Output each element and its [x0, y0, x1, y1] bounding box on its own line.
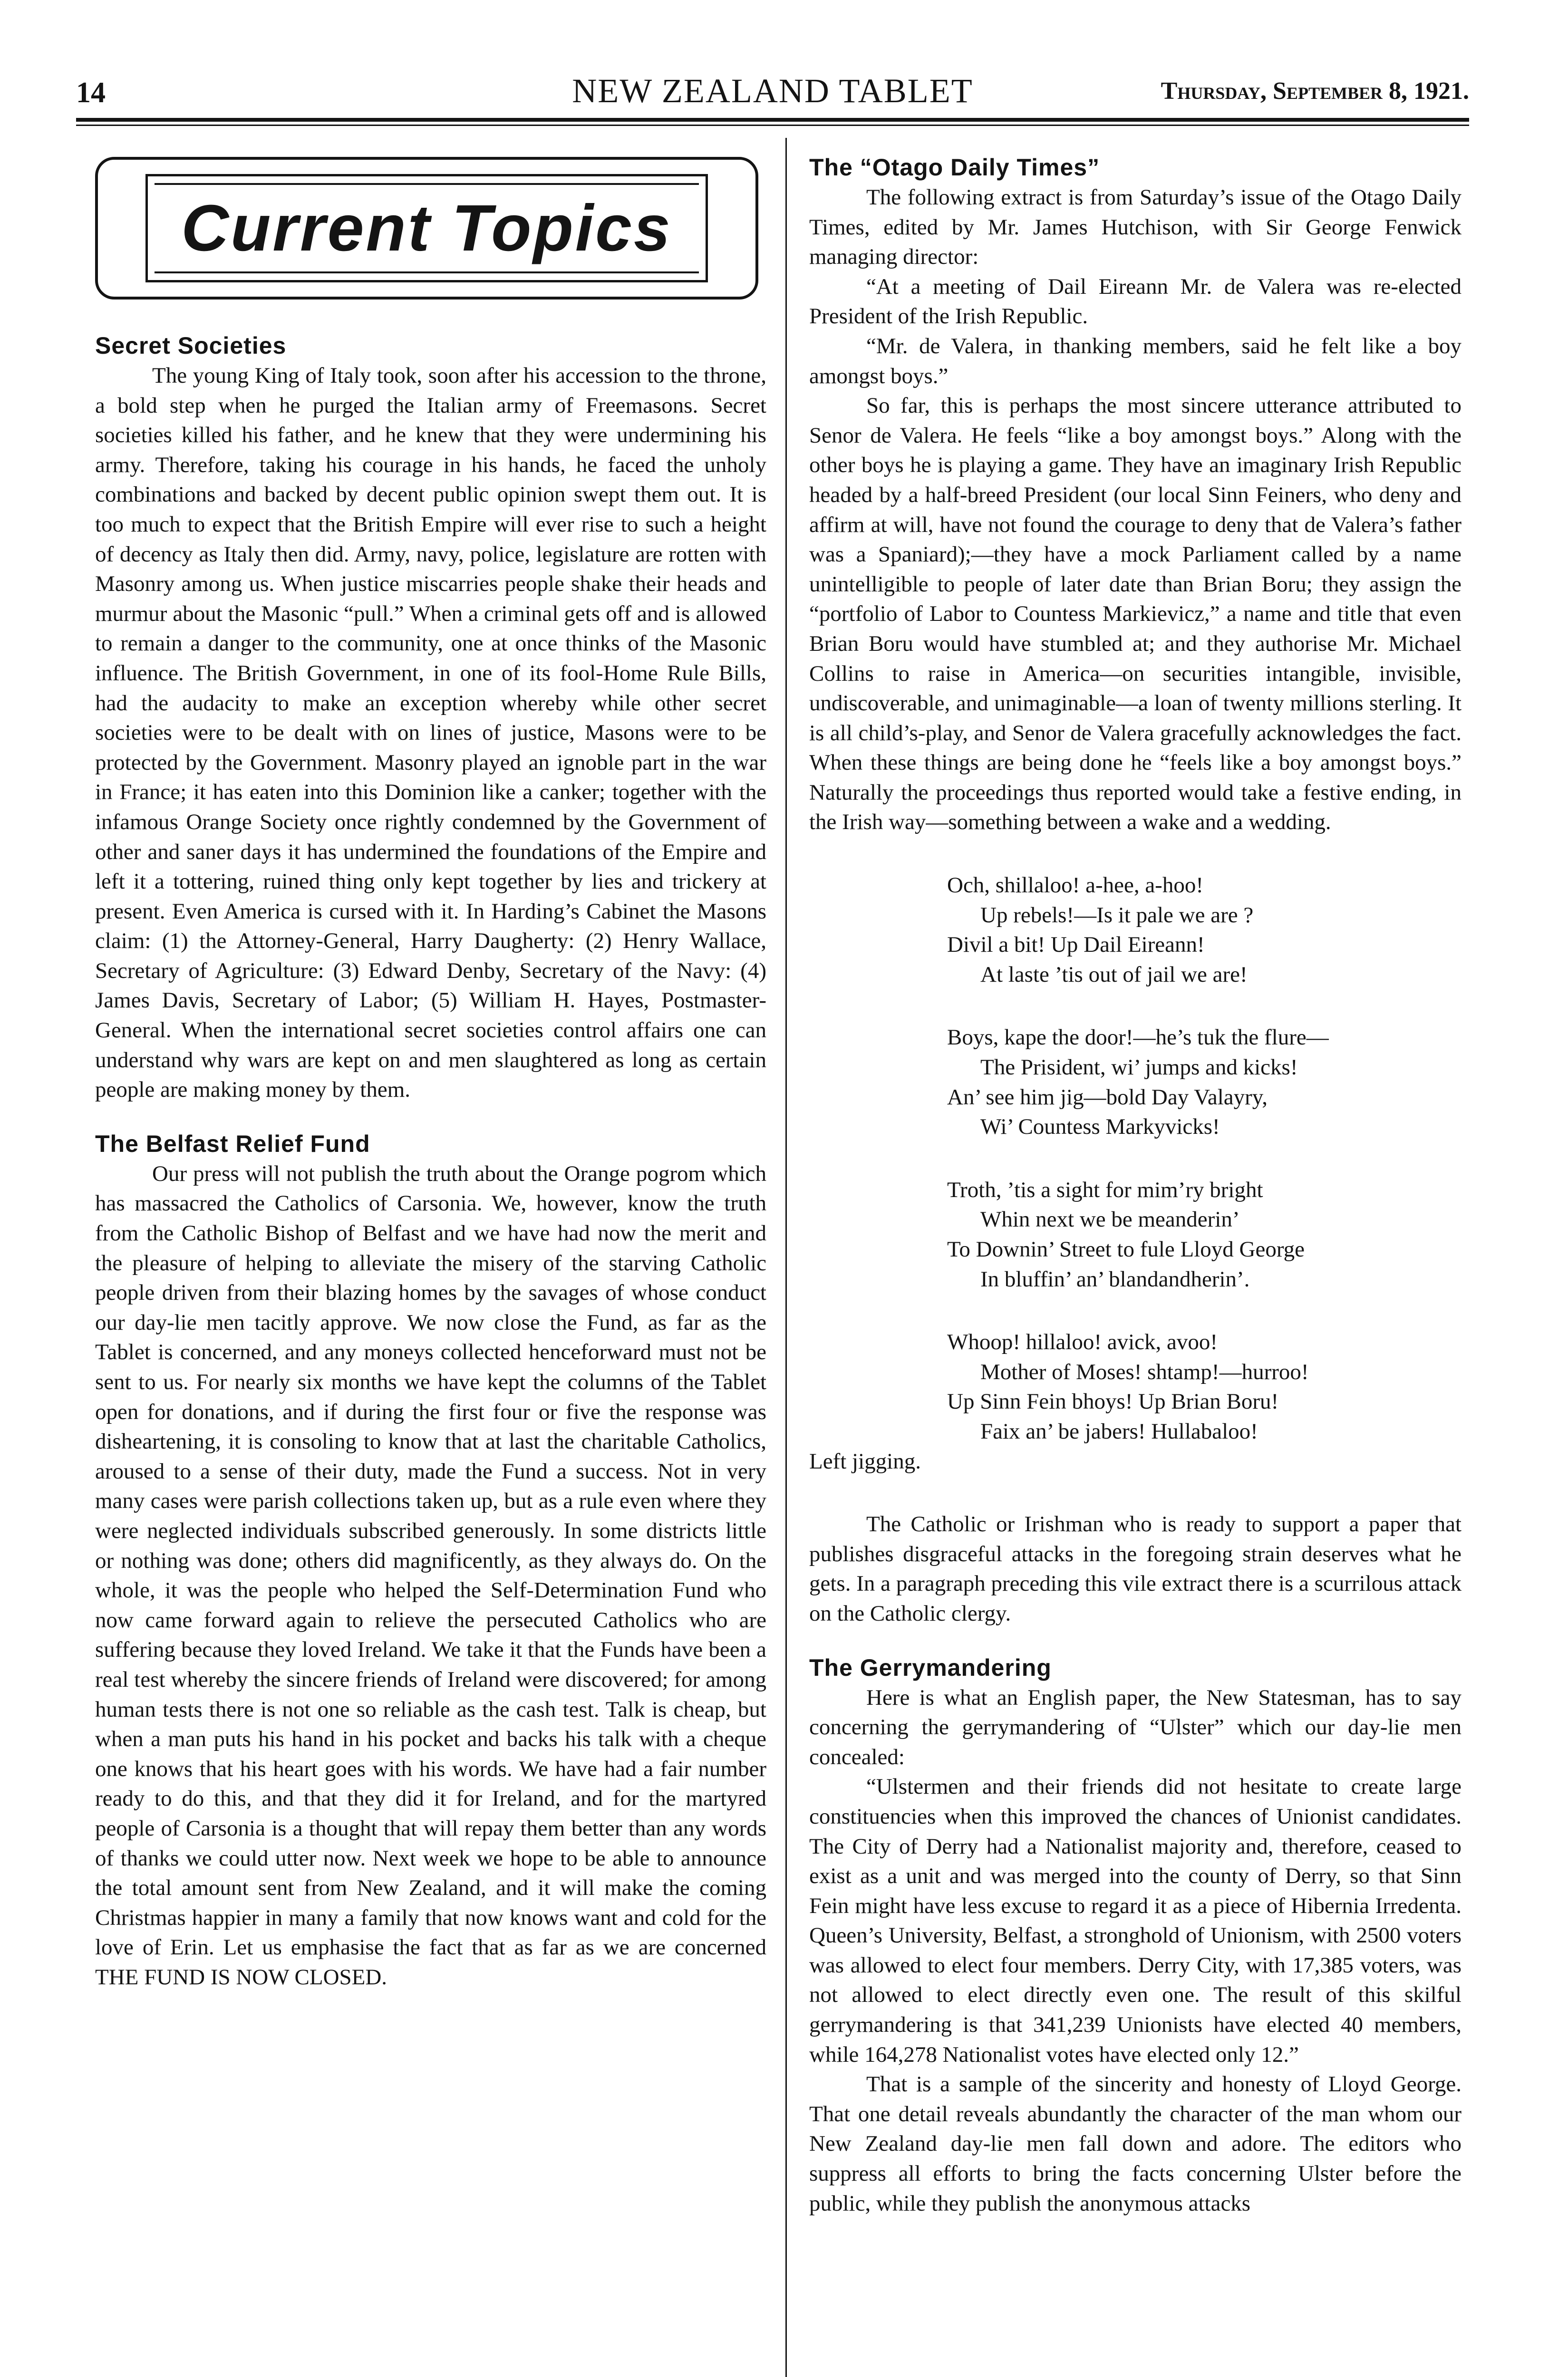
verse-line: Whin next we be meanderin’	[980, 1207, 1240, 1232]
spacer	[809, 1629, 1462, 1652]
verse-stanza-4	[809, 1327, 1462, 1446]
verse-line: Wi’ Countess Markyvicks!	[980, 1114, 1220, 1140]
verse-line: Boys, kape the door!—he’s tuk the flure—	[947, 1025, 1329, 1050]
verse-line: In bluffin’ an’ blandandherin’.	[980, 1266, 1250, 1292]
verse-line: Och, shillaloo! a-hee, a-hoo!	[947, 873, 1203, 898]
title-inner-frame	[145, 174, 708, 282]
verse-line: Troth, ’tis a sight for mim’ry bright	[947, 1177, 1263, 1202]
verse-line: Up Sinn Fein bhoys! Up Brian Boru!	[947, 1389, 1279, 1414]
spacer	[95, 1105, 766, 1129]
gerrymandering-heading: The Gerrymandering	[809, 1654, 1052, 1681]
right-column	[809, 152, 1462, 2218]
paper-name: NEW ZEALAND TABLET	[572, 72, 973, 110]
page-number: 14	[76, 77, 106, 109]
spacer	[809, 1142, 1462, 1175]
page-header	[76, 67, 1469, 119]
otago-paragraph-4: So far, this is perhaps the most sincere utterance attributed to Senor de Valera. He feels “like a boy amongst boys.” Along with the other boys he is playing a game. They have an imaginary Irish Republic headed by a half-breed President (our local Sinn Feiners, who deny and affirm at will, have not found the courage to deny that de Valera’s father was a Spaniard);—they have a mock Parliament called by a name unintelligible to people of later date than Brian Boru; they assign the “portfolio of Labor to Countess Markievicz,” a name and title that even Brian Boru would have stumbled at; and they authorise Mr. Michael Collins to raise in America—on securities intangible, invisible, undiscoverable, and unimaginable—a loan of twenty millions sterling. It is all child’s-play, and Senor de Valera gracefully acknowledges the fact. When these things are being done he “feels like a boy amongst boys.” Naturally the proceedings thus reported would take a festive ending, in the Irish way—something between a wake and a wedding.	[809, 393, 1462, 835]
verse-line: Faix an’ be jabers! Hullabaloo!	[980, 1419, 1258, 1444]
spacer	[809, 989, 1462, 1023]
verse-line: Up rebels!—Is it pale we are ?	[980, 902, 1254, 928]
verse-line: To Downin’ Street to fule Lloyd George	[947, 1237, 1305, 1262]
left-jigging: Left jigging.	[809, 1449, 921, 1474]
verse-line: The Prisident, wi’ jumps and kicks!	[980, 1055, 1298, 1080]
gerrymandering-paragraph-1: Here is what an English paper, the New Statesman, has to say concerning the gerrymandering of “Ulster” which our day-lie men concealed:	[809, 1685, 1462, 1769]
belfast-relief-heading: The Belfast Relief Fund	[95, 1130, 370, 1157]
section-title: Current Topics	[181, 191, 672, 265]
verse-line: At laste ’tis out of jail we are!	[980, 962, 1248, 987]
column-divider	[785, 138, 787, 2377]
date-line: Thursday, September 8, 1921.	[1161, 77, 1469, 105]
secret-societies-body: The young King of Italy took, soon after his accession to the throne, a bold step when he purged the Italian army of Freemasons. Secret societies killed his father, and he knew that they were undermining his army. Therefore, taking his courage in his hands, he faced the unholy combinations and backed by decent public opinion swept them out. It is too much to expect that the British Empire will ever rise to such a height of decency as Italy then did. Army, navy, police, legislature are rotten with Masonry among us. When justice miscarries people shake their heads and murmur about the Masonic “pull.” When a criminal gets off and is allowed to remain a danger to the community, one at once thinks of the Masonic influence. The British Government, in one of its fool-Home Rule Bills, had the audacity to make an exception whereby while other secret societies were to be dealt with on lines of justice, Masons were to be protected by the Government. Masonry played an ignoble part in the war in France; it has eaten into this Dominion like a canker; together with the infamous Orange Society once rightly condemned by the Government of other and saner days it has undermined the foundations of the Empire and left it a tottering, ruined thing only kept together by lies and trickery at present. Even America is cursed with it. In Harding’s Cabinet the Masons claim: (1) the Attorney-General, Harry Daugherty: (2) Henry Wallace, Secretary of Agriculture: (3) Edward Denby, Secretary of the Navy: (4) James Davis, Secretary of Labor; (5) William H. Hayes, Postmaster-General. When the international secret societies control affairs one can understand why wars are kept on and men slaughtered as long as certain people are making money by them.	[95, 363, 766, 1102]
verse-line: Divil a bit! Up Dail Eireann!	[947, 932, 1205, 957]
spacer	[809, 1476, 1462, 1509]
current-topics-title-box	[95, 157, 758, 300]
gerrymandering-paragraph-3: That is a sample of the sincerity and honesty of Lloyd George. That one detail reveals abundantly the character of the man whom our New Zealand day-lie men fall down and adore. The editors who suppress all efforts to bring the facts concerning Ulster before the public, while they publish the anonymous attacks	[809, 2072, 1462, 2216]
otago-paragraph-2: “At a meeting of Dail Eireann Mr. de Valera was re-elected President of the Irish Republic.	[809, 274, 1462, 329]
verse-stanza-2	[809, 1023, 1462, 1141]
spacer	[809, 837, 1462, 870]
verse-line: An’ see him jig—bold Day Valayry,	[947, 1084, 1268, 1110]
otago-paragraph-1: The following extract is from Saturday’s issue of the Otago Daily Times, edited by Mr. James Hutchison, with Sir George Fenwick managing director:	[809, 185, 1462, 270]
header-rule-thick	[76, 118, 1469, 122]
otago-heading: The “Otago Daily Times”	[809, 154, 1100, 181]
spacer	[809, 1294, 1462, 1327]
verse-stanza-3	[809, 1175, 1462, 1294]
left-column	[95, 330, 766, 1992]
gerrymandering-paragraph-2: “Ulstermen and their friends did not hesitate to create large constituencies when this improved the chances of Unionist candidates. The City of Derry had a Nationalist majority and, therefore, ceased to exist as a unit and was merged into the county of Derry, so that Sinn Fein might have less excuse to regard it as a piece of Hibernia Irredenta. Queen’s University, Belfast, a stronghold of Unionism, with 2500 voters was allowed to elect four members. Derry City, with 17,385 voters, was not allowed to elect directly even one. The result of this skilful gerrymandering is that 341,239 Unionists have elected 40 members, while 164,278 Nationalist votes have elected only 12.”	[809, 1774, 1462, 2067]
verse-line: Whoop! hillaloo! avick, avoo!	[947, 1330, 1218, 1355]
verse-stanza-1	[809, 870, 1462, 989]
otago-paragraph-3: “Mr. de Valera, in thanking members, said he felt like a boy amongst boys.”	[809, 333, 1462, 388]
secret-societies-heading: Secret Societies	[95, 332, 287, 359]
verse-line: Mother of Moses! shtamp!—hurroo!	[980, 1359, 1309, 1384]
catholic-paragraph: The Catholic or Irishman who is ready to support a paper that publishes disgraceful attacks in the foregoing strain deserves what he gets. In a paragraph preceding this vile extract there is a scurrilous attack on the Catholic clergy.	[809, 1512, 1462, 1626]
belfast-relief-body: Our press will not publish the truth about the Orange pogrom which has massacred the Catholics of Carsonia. We, however, know the truth from the Catholic Bishop of Belfast and we have had now the merit and the pleasure of helping to alleviate the misery of the starving Catholic people driven from their blazing homes by the savages of whose conduct our day-lie men tacitly approve. We now close the Fund, as far as the Tablet is concerned, and any moneys collected henceforward must not be sent to us. For nearly six months we have kept the columns of the Tablet open for donations, and if during the first four or five the response was disheartening, it is consoling to know that at last the charitable Catholics, aroused to a sense of their duty, made the Fund a success. Not in very many cases were parish collections taken up, but as a rule even where they were neglected individuals subscribed generously. In some districts little or nothing was done; others did magnificently, as they always do. On the whole, it was the people who helped the Self-Determination Fund who now came forward again to relieve the persecuted Catholics who are suffering because they loved Ireland. We take it that the Funds have been a real test whereby the sincere friends of Ireland were discovered; for among human tests there is not one so reliable as the cash test. Talk is cheap, but when a man puts his hand in his pocket and backs his talk with a cheque one knows that his heart goes with his words. We have had a fair number ready to do this, and that they did it for Ireland, and for the martyred people of Carsonia is a thought that will repay them better than any words of thanks we could utter now. Next week we hope to be able to announce the total amount sent from New Zealand, and it will make the coming Christmas happier in many a family that now knows want and cold for the love of Erin. Let us emphasise the fact that as far as we are concerned THE FUND IS NOW CLOSED.	[95, 1161, 766, 1990]
header-rule-thin	[76, 125, 1469, 126]
